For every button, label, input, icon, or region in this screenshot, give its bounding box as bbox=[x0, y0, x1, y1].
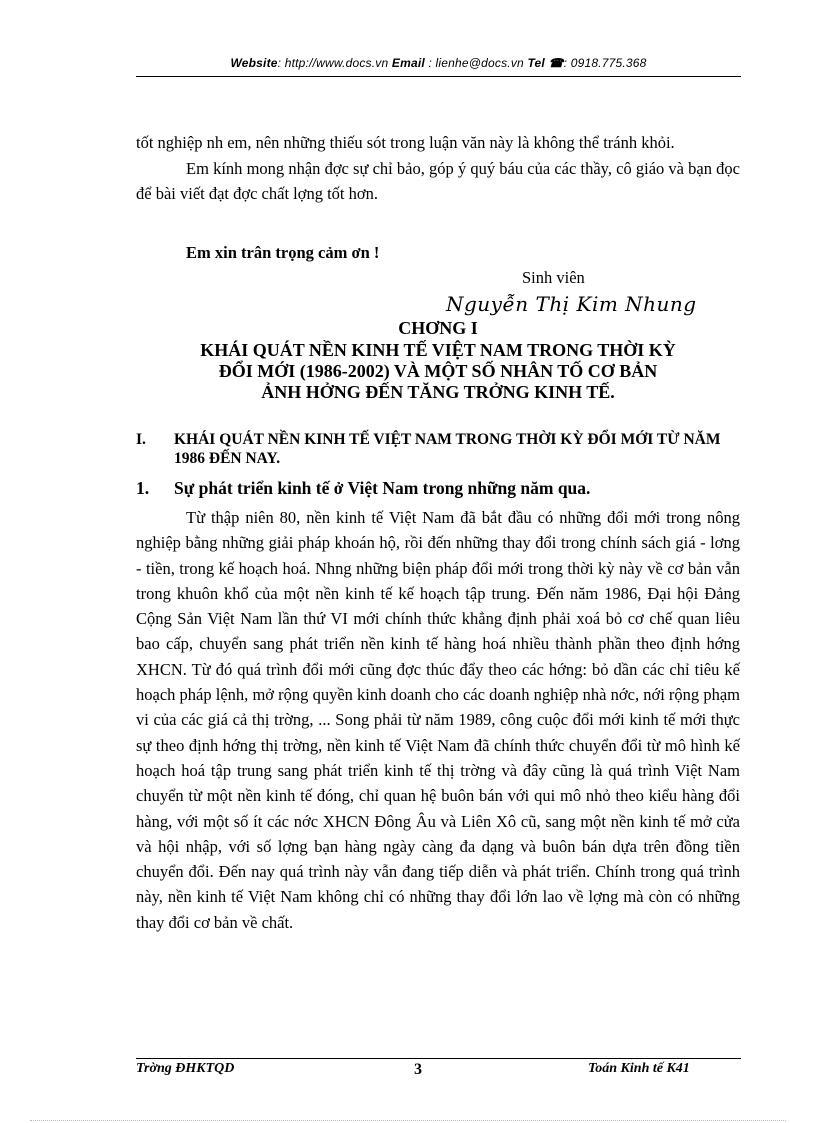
subsection-title: Sự phát triển kinh tế ở Việt Nam trong những năm qua. bbox=[174, 478, 591, 498]
chapter-title-line-2: ĐỔI MỚI (1986-2002) VÀ MỘT SỐ NHÂN TỐ CƠ BẢN bbox=[218, 361, 658, 381]
chapter-number: CHƠNG I bbox=[398, 318, 478, 338]
page-number: 3 bbox=[414, 1061, 422, 1078]
section-title: KHÁI QUÁT NỀN KINH TẾ VIỆT NAM TRONG THỜI KỲ ĐỔI MỚI TỪ NĂM 1986 ĐẾN NAY. bbox=[174, 431, 721, 467]
student-name: Nguyễn Thị Kim Nhung bbox=[446, 292, 697, 316]
tel-label: Tel bbox=[527, 56, 545, 70]
subsection-number: 1. bbox=[136, 478, 150, 498]
email-label: Email bbox=[391, 56, 425, 70]
intro-paragraph-2: Em kính mong nhận đợc sự chỉ bảo, góp ý quý báu của các thầy, cô giáo và bạn đọc để bài viết đạt đợc chất lợng tốt hơn. bbox=[136, 158, 740, 203]
website-value: : http://www.docs.vn bbox=[277, 56, 389, 70]
page-header bbox=[136, 56, 741, 70]
footer-school: Trờng ĐHKTQD bbox=[136, 1061, 235, 1076]
telephone-icon: ☎ bbox=[548, 56, 564, 70]
website-label: Website bbox=[230, 56, 278, 70]
body-block bbox=[136, 505, 740, 935]
thanks-line: Em xin trân trọng cảm ơn ! bbox=[186, 243, 380, 262]
footer-class: Toán Kinh tế K41 bbox=[588, 1061, 690, 1076]
page-bottom-dotted-rule bbox=[30, 1120, 786, 1121]
section-heading bbox=[136, 430, 740, 468]
header-divider bbox=[136, 76, 741, 77]
subsection-heading bbox=[136, 478, 590, 499]
chapter-title-line-3: ẢNH HỞNG ĐẾN TĂNG TRỞNG KINH TẾ. bbox=[261, 382, 615, 402]
chapter-title-line-1: KHÁI QUÁT NỀN KINH TẾ VIỆT NAM TRONG THỜI KỲ bbox=[200, 340, 676, 360]
footer-divider bbox=[136, 1058, 741, 1059]
section-number: I. bbox=[136, 431, 146, 448]
student-label: Sinh viên bbox=[522, 268, 585, 287]
intro-paragraph-1: tốt nghiệp nh em, nên những thiếu sót trong luận văn này là không thể tránh khỏi. bbox=[136, 133, 675, 152]
body-paragraph: Từ thập niên 80, nền kinh tế Việt Nam đã bắt đầu có những đổi mới trong nông nghiệp bằng những giải pháp khoán hộ, rồi đến những thay đổi trong chính sách giá - lơng - tiền, trong kế hoạch hoá. Nhng những biện pháp đổi mới trong thời kỳ này về cơ bản vẫn trong khuôn khổ của một nền kinh tế kế hoạch tập trung. Đến năm 1986, Đại hội Đảng Cộng Sản Việt Nam lần thứ VI mới chính thức khẳng định phải xoá bỏ cơ chế quan liêu bao cấp, chuyển sang phát triển nền kinh tế hàng hoá nhiều thành phần theo định hớng XHCN. Từ đó quá trình đổi mới cũng đợc thúc đẩy theo các hớng: bỏ dần các chỉ tiêu kế hoạch pháp lệnh, mở rộng quyền kinh doanh cho các doanh nghiệp nhà nớc, nới rộng phạm vi của các giá cả thị trờng, ... Song phải từ năm 1989, công cuộc đổi mới kinh tế mới thực sự theo định hớng thị trờng, nền kinh tế Việt Nam đã chính thức chuyển đổi từ mô hình kế hoạch hoá tập trung sang phát triển kinh tế thị trờng và đây cũng là quá trình Việt Nam chuyển từ một nền kinh tế đóng, chỉ quan hệ buôn bán với qui mô nhỏ theo kiểu hàng đổi hàng, với một số ít các nớc XHCN Đông Âu và Liên Xô cũ, sang một nền kinh tế mở cửa và hội nhập, với số lợng bạn hàng ngày càng đa dạng và buôn bán dựa trên đồng tiền chuyển đổi. Đến nay quá trình này vẫn đang tiếp diễn và phát triển. Chính trong quá trình này, nền kinh tế Việt Nam không chỉ có những thay đổi lớn lao về lợng mà còn có những thay đổi cơ bản về chất. bbox=[136, 508, 740, 932]
tel-value: : 0918.775.368 bbox=[563, 56, 647, 70]
email-value: : lienhe@docs.vn bbox=[428, 56, 524, 70]
intro-block bbox=[136, 130, 740, 207]
